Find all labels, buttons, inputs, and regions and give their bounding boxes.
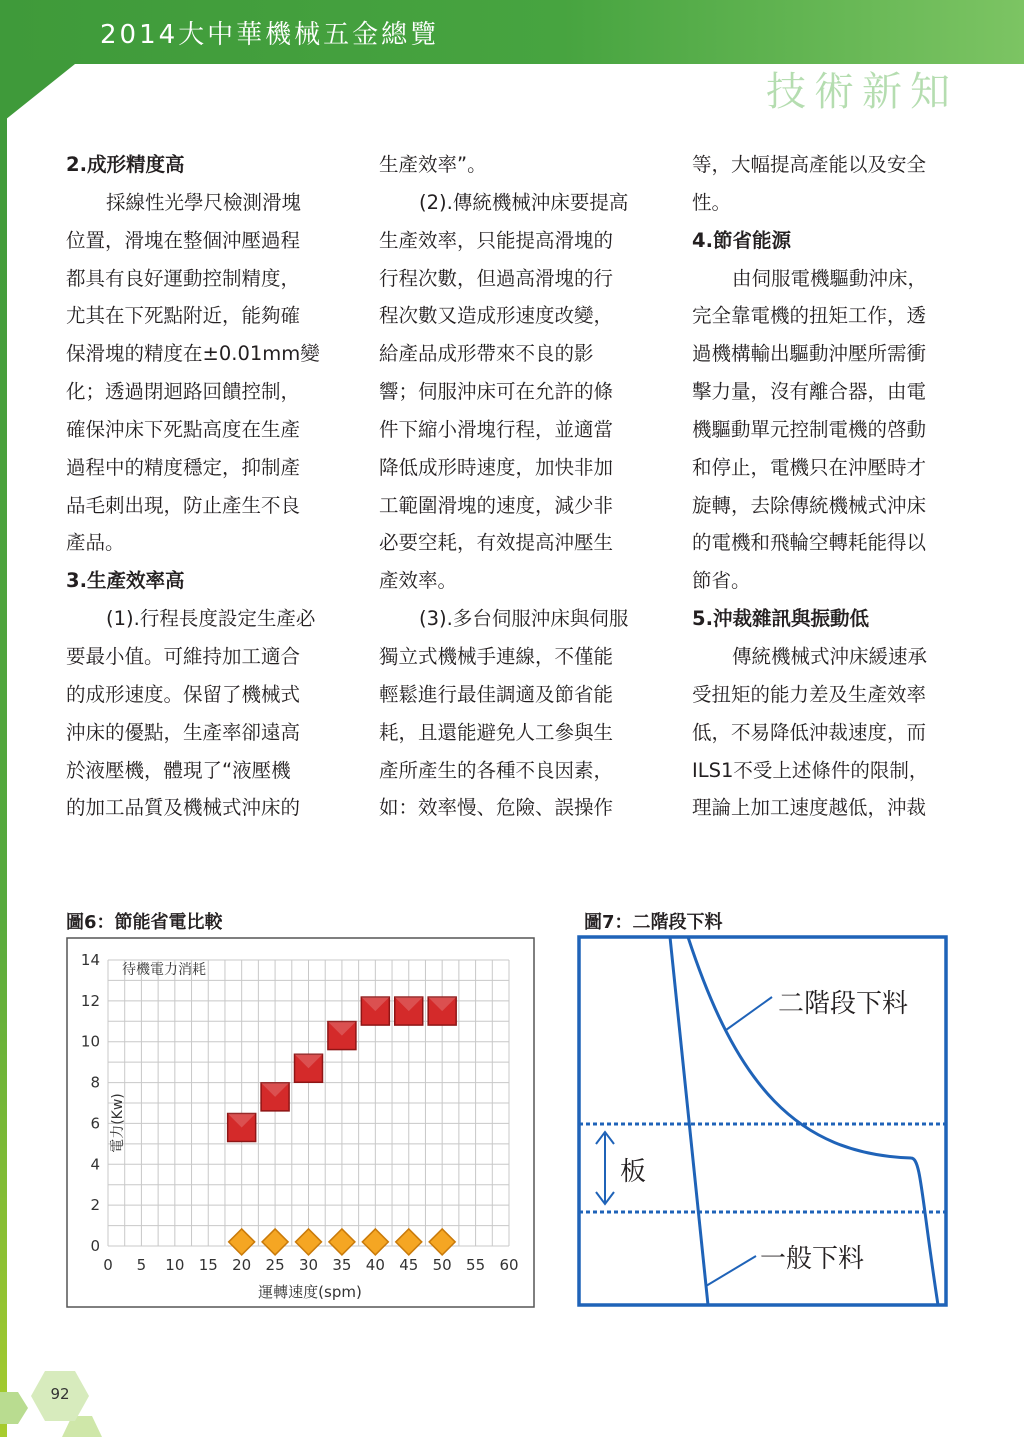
y-tick-label: 12 [80,991,100,1010]
text-line: (3).多台伺服沖床與伺服 [419,607,629,631]
text-line: 理論上加工速度越低，沖裁 [692,796,927,820]
y-tick-label: 10 [80,1032,100,1051]
text-column-2 [379,146,647,827]
text-line: 給產品成形帶來不良的影 [379,342,594,366]
text-line: 件下縮小滑塊行程，並適當 [379,417,614,441]
text-line: 產效率。 [379,569,458,593]
text-line: 過程中的精度穩定，抑制產 [66,455,301,479]
figure7-caption: 圖7：二階段下料 [584,912,723,933]
y-tick-label: 6 [90,1114,100,1133]
text-line: 於液壓機，體現了“液壓機 [66,758,291,782]
normal-blanking-label: 一般下料 [760,1244,865,1274]
text-line: 過機構輸出驅動沖壓所需衝 [692,342,927,366]
text-line: 傳統機械式沖床緩速承 [732,644,928,668]
text-line: 機驅動單元控制電機的啓動 [692,417,927,441]
text-line: 低，不易降低沖裁速度，而 [692,720,927,744]
x-tick-label: 25 [265,1256,285,1274]
text-line: (1).行程長度設定生產必 [106,607,316,631]
text-line: 的加工品質及機械式沖床的 [66,796,301,820]
x-tick-label: 0 [103,1256,113,1274]
left-green-strip [0,116,7,1437]
text-line: (2).傳統機械沖床要提高 [419,190,629,214]
text-line: 必要空耗，有效提高沖壓生 [379,531,614,555]
x-tick-label: 5 [136,1256,147,1274]
text-line: 完全靠電機的扭矩工作，透 [692,304,927,328]
text-line: 採線性光學尺檢測滑塊 [106,190,302,214]
text-line: 獨立式機械手連線，不僅能 [379,644,614,668]
y-tick-label: 4 [90,1155,100,1174]
text-line: 行程次數，但過高滑塊的行 [379,266,614,290]
two-stage-blanking-diagram [576,934,950,1309]
text-line: 產品。 [66,531,125,555]
text-line: 耗，且還能避免人工參與生 [379,720,614,744]
power-comparison-chart [66,937,536,1309]
text-line: 要最小值。可維持加工適合 [66,644,301,668]
text-line: 5.沖裁雜訊與振動低 [692,607,869,631]
text-line: 確保沖床下死點高度在生產 [66,417,301,441]
text-line: 和停止，電機只在沖壓時才 [692,455,927,479]
text-line: 化；透過閉迴路回饋控制， [66,380,301,404]
text-line: 節省。 [692,569,751,593]
text-line: 的成形速度。保留了機械式 [66,682,301,706]
text-line: 保滑塊的精度在±0.01mm變 [66,342,320,366]
text-line: 性。 [692,190,732,214]
text-line: 降低成形時速度，加快非加 [379,455,614,479]
text-line: 旋轉，去除傳統機械式沖床 [692,493,927,517]
x-tick-label: 35 [332,1256,352,1274]
text-line: 工範圍滑塊的速度，減少非 [379,493,614,517]
y-tick-label: 14 [80,951,100,969]
text-line: 品毛刺出現，防止產生不良 [66,493,301,517]
x-tick-label: 30 [298,1256,319,1274]
x-tick-label: 50 [432,1256,452,1274]
text-line: 響；伺服沖床可在允許的條 [379,380,614,404]
text-line: 尤其在下死點附近，能夠確 [66,304,301,328]
text-line: 3.生產效率高 [66,569,185,593]
x-tick-label: 20 [232,1256,252,1274]
figure6-caption: 圖6：節能省電比較 [66,912,223,933]
chart-x-axis-label: 運轉速度(spm) [258,1283,362,1301]
text-line: ILS1不受上述條件的限制， [692,758,929,782]
text-line: 如：效率慢、危險、誤操作 [379,796,614,820]
decorative-hexagon [0,1390,30,1426]
x-tick-label: 10 [165,1256,185,1274]
x-tick-label: 40 [365,1256,385,1274]
two-stage-label: 二階段下料 [778,989,909,1019]
text-column-1 [66,146,334,827]
text-line: 程次數又造成形速度改變， [379,304,614,328]
text-line: 沖床的優點，生產率卻遠高 [66,720,301,744]
chart-annotation: 待機電力消耗 [122,962,206,978]
chart-y-axis-label: 電力(Kw) [110,1093,126,1153]
text-line: 位置，滑塊在整個沖壓過程 [66,228,301,252]
text-line: 生產效率”。 [379,153,487,176]
plate-label: 板 [620,1157,647,1187]
text-line: 都具有良好運動控制精度， [66,266,301,290]
text-line: 擊力量，沒有離合器，由電 [692,380,927,404]
y-tick-label: 0 [90,1237,100,1255]
section-title: 技術新知 [766,69,958,115]
y-tick-label: 8 [90,1073,100,1092]
text-line: 等，大幅提高產能以及安全 [692,153,927,176]
text-line: 輕鬆進行最佳調適及節省能 [379,682,614,706]
x-tick-label: 60 [499,1256,519,1274]
text-line: 的電機和飛輪空轉耗能得以 [692,531,927,555]
publication-title: 2014大中華機械五金總覽 [100,20,440,50]
text-line: 受扭矩的能力差及生產效率 [692,682,927,706]
text-line: 由伺服電機驅動沖床， [732,266,928,290]
text-line: 4.節省能源 [692,228,791,252]
page-number: 92 [50,1385,70,1403]
text-column-3 [692,146,960,827]
x-tick-label: 15 [198,1256,218,1274]
x-tick-label: 45 [399,1256,419,1274]
y-tick-label: 2 [90,1196,100,1215]
text-line: 產所產生的各種不良因素， [379,758,614,782]
x-tick-label: 55 [466,1256,486,1274]
header-corner-triangle [0,60,80,124]
text-line: 2.成形精度高 [66,153,185,176]
text-line: 生產效率，只能提高滑塊的 [379,228,614,252]
